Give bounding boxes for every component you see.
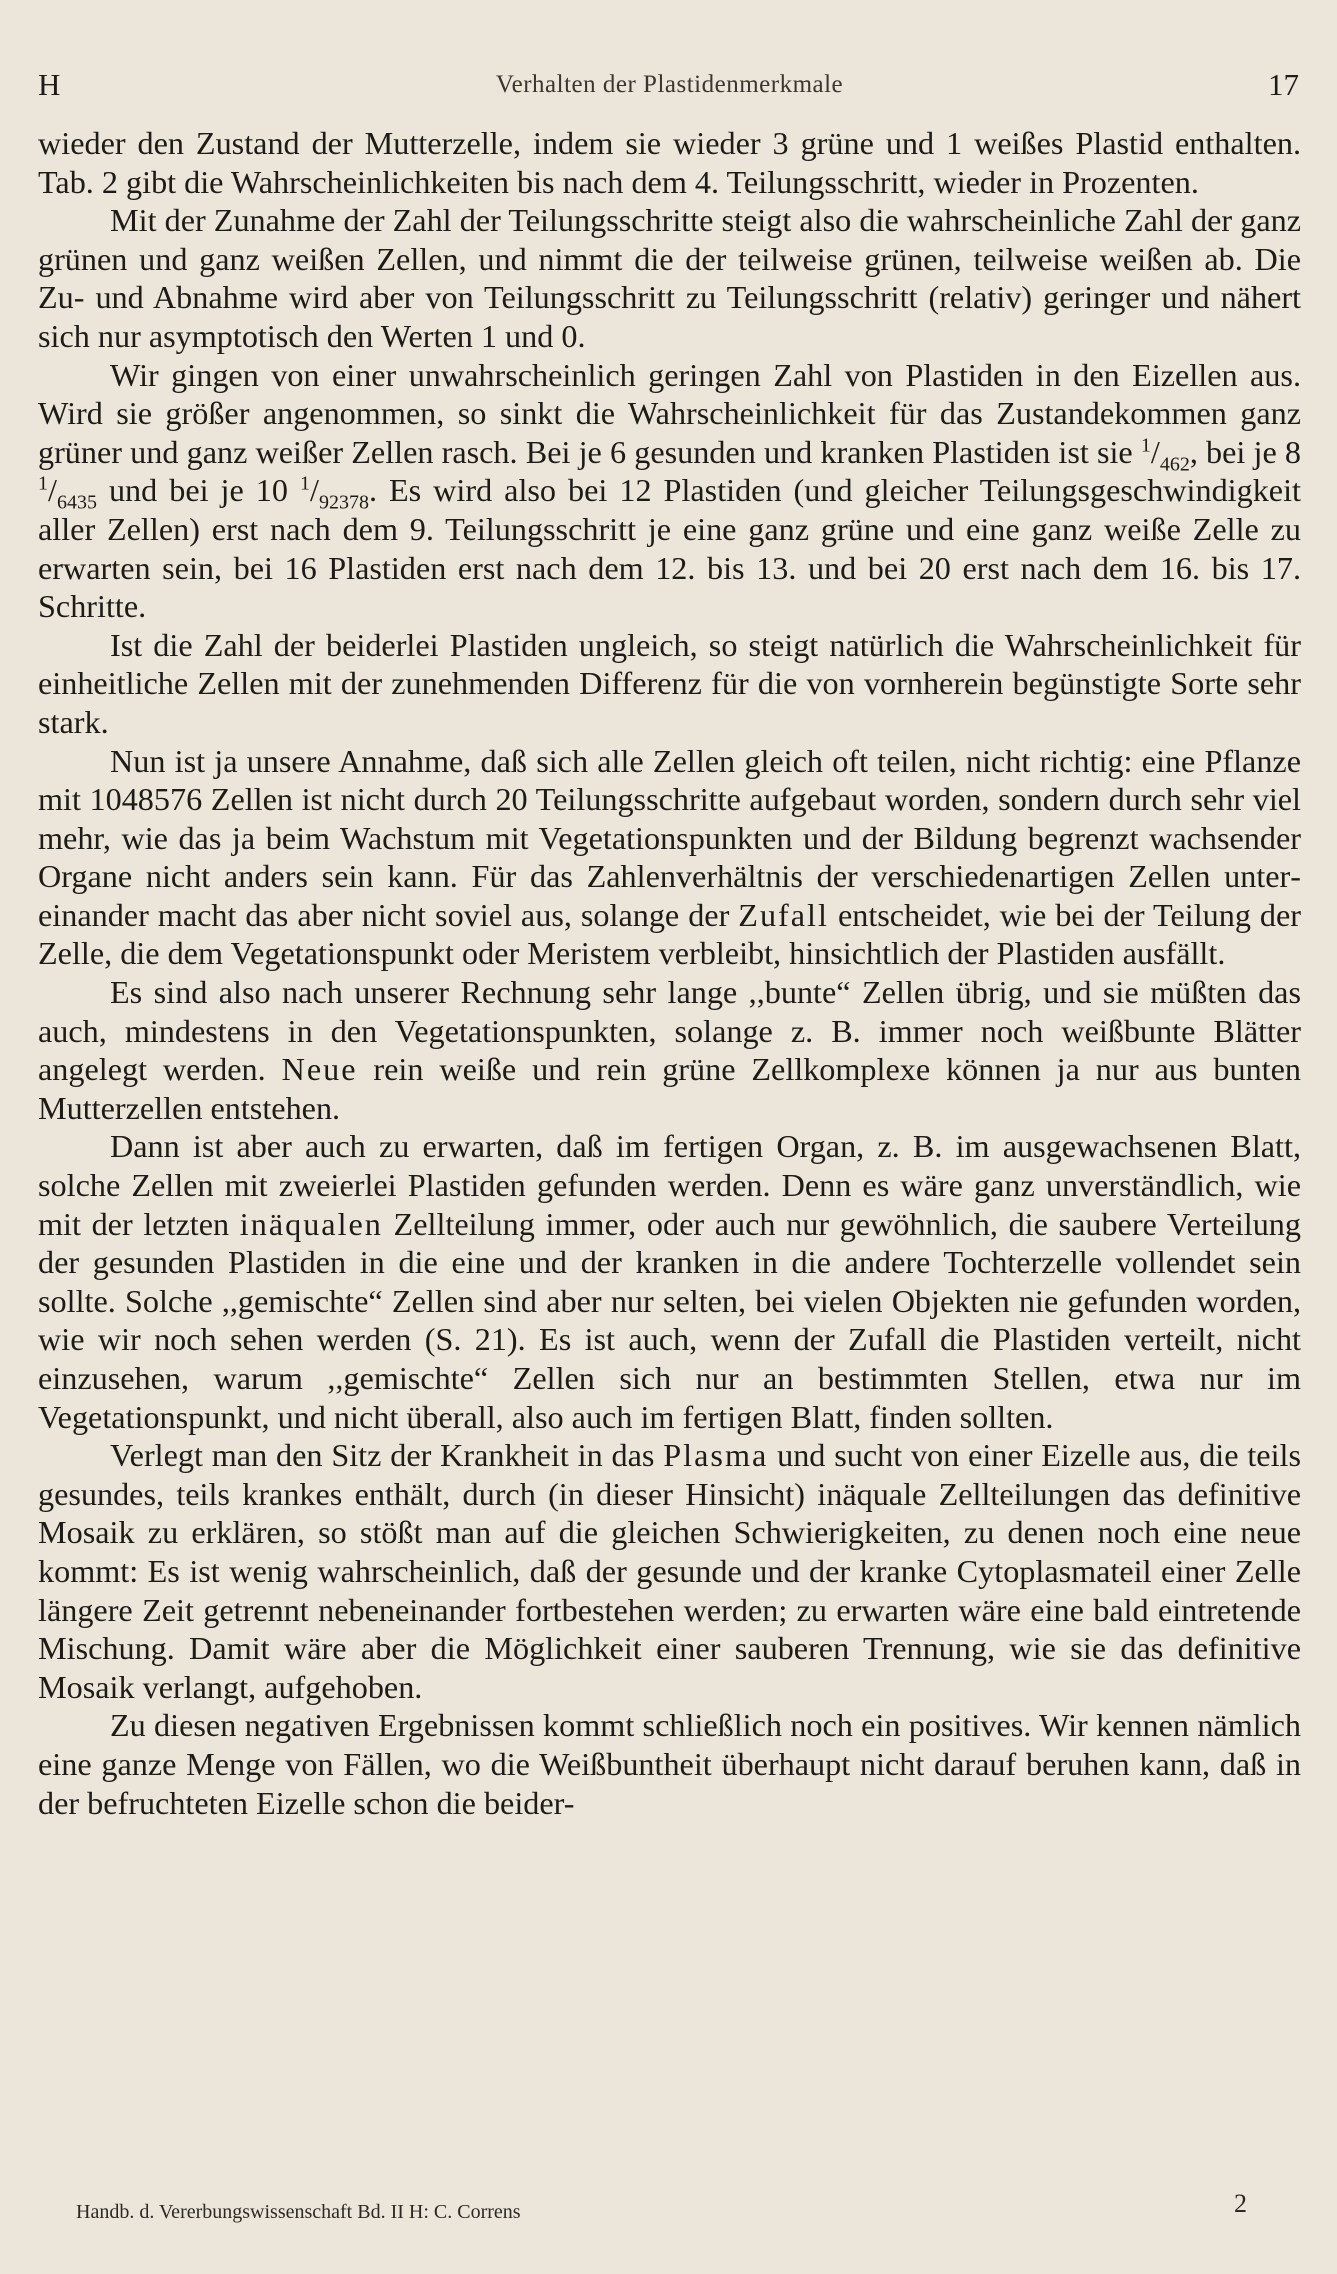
paragraph-text: Wir gingen von einer unwahrscheinlich geringen Zahl von Plastiden in den Eizellen aus. Wird sie größer angenommen, so sinkt die Wahrscheinlichkeit für das Zustandekommen ganz grüner und ganz weißer Zellen rasch. Bei je 6 gesunden und kranken Plastiden ist sie [38,356,1301,470]
paragraph-1 [38,124,1301,201]
paragraph-8 [38,1436,1301,1706]
paragraph-5 [38,742,1301,974]
paragraph-text: . Es wird also bei 12 Plastiden (und gleicher Teilungsgeschwindigkeit aller Zellen) erst nach dem 9. Teilungsschritt je eine ganz grüne und eine ganz weiße Zelle zu erwarten sein, bei 16 Plastiden erst nach dem 12. bis 13. und bei 20 erst nach dem 16. bis 17. Schritte. [38,472,1301,625]
paragraph-text: entscheidet, wie bei der Teilung der Zelle, die dem Vegetationspunkt oder Meristem verbleibt, hinsichtlich der Plastiden ausfällt. [38,896,1302,972]
paragraph-text: und bei je 10 [96,472,300,509]
fraction-1-numerator: 1 [1140,434,1151,457]
page-footer [76,2189,1247,2229]
paragraph-4 [38,626,1301,742]
paragraph-text: wieder den Zustand der Mutterzelle, indem sie wieder 3 grüne und 1 weißes Plastid enthalten. Tab. 2 gibt die Wahrscheinlichkeiten bis nach dem 4. Teilungsschritt, wieder in Prozenten. [38,125,1301,200]
fraction-3-numerator: 1 [299,472,310,495]
paragraph-text: Nun ist ja unsere Annahme, daß sich alle Zellen gleich oft teilen, nicht richtig: eine Pflanze mit 1048576 Zellen ist nicht durch 20 Teilungsschritte aufgebaut worden, sondern durch sehr viel mehr, wie das ja beim Wachstum mit Vegetationspunkten und der Bildung begrenzt wachsender Organe nicht anders sein kann. Für das Zahlenverhältnis der verschiedenartigen Zellen untereinander macht das aber nicht soviel aus, solange der [38,742,1301,933]
section-letter: H [38,67,61,102]
signature-mark: 2 [1234,2189,1247,2218]
paragraph-7 [38,1127,1301,1436]
paragraph-text: rein weiße und rein grüne Zellkomplexe können ja nur aus bunten Mutterzellen entstehen. [38,1051,1302,1126]
paragraph-6 [38,973,1301,1127]
running-head [38,60,1301,110]
paragraph-2 [38,201,1301,355]
imprint-line: Handb. d. Vererbungswissenschaft Bd. II H: C. Correns [76,2201,521,2223]
paragraph-text: und sucht von einer Eizelle aus, die teils gesundes, teils krankes enthält, durch (in dieser Hinsicht) inäquale Zellteilungen das definitive Mosaik zu erklären, so stößt man auf die gleichen Schwierigkeiten, zu denen noch eine neue kommt: Es ist wenig wahrscheinlich, daß der gesunde und der kranke Cytoplasmateil einer Zelle längere Zeit getrennt nebeneinander fortbestehen werden; zu erwarten wäre eine bald eintretende Mischung. Damit wäre aber die Möglichkeit einer sauberen Trennung, wie sie das definitive Mosaik verlangt, aufgehoben. [38,1437,1301,1705]
fraction-2-numerator: 1 [38,472,48,495]
fraction-3-denominator: 92378 [318,491,369,514]
running-title: Verhalten der Plastidenmerkmale [495,71,844,98]
paragraph-text: Zu diesen negativen Ergebnissen kommt schließlich noch ein positives. Wir kennen nämlich eine ganze Menge von Fällen, wo die Weißbuntheit überhaupt nicht darauf beruhen kann, daß in der befruchteten Eizelle schon die beider- [38,1707,1301,1821]
paragraph-text: Zellteilung immer, oder auch nur gewöhnlich, die saubere Verteilung der gesunden Plastiden in die eine und der kranken in die andere Tochterzelle vollendet sein sollte. Solche ,,gemischte“ Zellen sind aber nur selten, bei vielen Objekten nie gefunden worden, wie wir noch sehen werden (S. 21). Es ist auch, wenn der Zufall die Plastiden verteilt, nicht einzusehen, warum ,,gemischte“ Zellen sich nur an bestimmten Stellen, etwa nur im Vegetationspunkt, und nicht überall, also auch im fertigen Blatt, finden sollten. [38,1205,1301,1435]
page-number: 17 [1268,67,1299,102]
emphasis-spaced: inäqualen [239,1205,383,1242]
paragraph-9 [38,1706,1301,1822]
paragraph-text: Verlegt man den Sitz der Krankheit in das [110,1437,664,1474]
paragraph-text: Ist die Zahl der beiderlei Plastiden ungleich, so steigt natürlich die Wahrscheinlichkeit für einheitliche Zellen mit der zunehmenden Differenz für die von vornherein begünstigte Sorte sehr stark. [38,626,1301,740]
emphasis-spaced: Neue [281,1051,358,1088]
paragraph-text: Es sind also nach unserer Rechnung sehr lange ,,bunte“ Zellen übrig, und sie müßten das auch, mindestens in den Vegetationspunkten, solange z. B. immer noch weißbunte Blätter angelegt werden. [38,974,1301,1088]
fraction-2-denominator: 6435 [56,491,97,514]
emphasis-spaced: Plasma [663,1437,769,1474]
fraction-1-denominator: 462 [1159,453,1190,476]
paragraph-3: Wir gingen von einer unwahrscheinlich geringen Zahl von Plastiden in den Eizellen aus. Wird sie größer angenommen, so sinkt die Wahrscheinlichkeit für das Zustandekommen ganz grüner und ganz weißer Zellen rasch. Bei je 6 gesunden und kranken Plastiden ist sie $^1/_{462}$, bei je 8 $^1/_{6435}$ und bei je 10 $^1/_{92378}$. Es wird also bei 12 Plastiden (und gleicher Teilungsgeschwindigkeit aller Zellen) erst nach dem 9. Teilungsschritt je eine ganz grüne und eine ganz weiße Zelle zu erwarten sein, bei 16 Plastiden erst nach dem 12. bis 13. und bei 20 erst nach dem 16. bis 17. Schritte. [38,356,1301,625]
body-text [38,124,1301,1822]
paragraph-text: Dann ist aber auch zu erwarten, daß im fertigen Organ, z. B. im ausgewachsenen Blatt, solche Zellen mit zweierlei Plastiden gefunden werden. Denn es wäre ganz unverständlich, wie mit der letzten [38,1128,1301,1242]
paragraph-text: , bei je 8 [1189,433,1301,470]
paragraph-text: Mit der Zunahme der Zahl der Teilungsschritte steigt also die wahrscheinliche Zahl der ganz grünen und ganz weißen Zellen, und nimmt die der teilweise grünen, teilweise weißen ab. Die Zu- und Abnahme wird aber von Teilungsschritt zu Teilungsschritt (relativ) geringer und nähert sich nur asymptotisch den Werten 1 und 0. [38,202,1301,354]
emphasis-spaced: Zufall [738,896,829,933]
